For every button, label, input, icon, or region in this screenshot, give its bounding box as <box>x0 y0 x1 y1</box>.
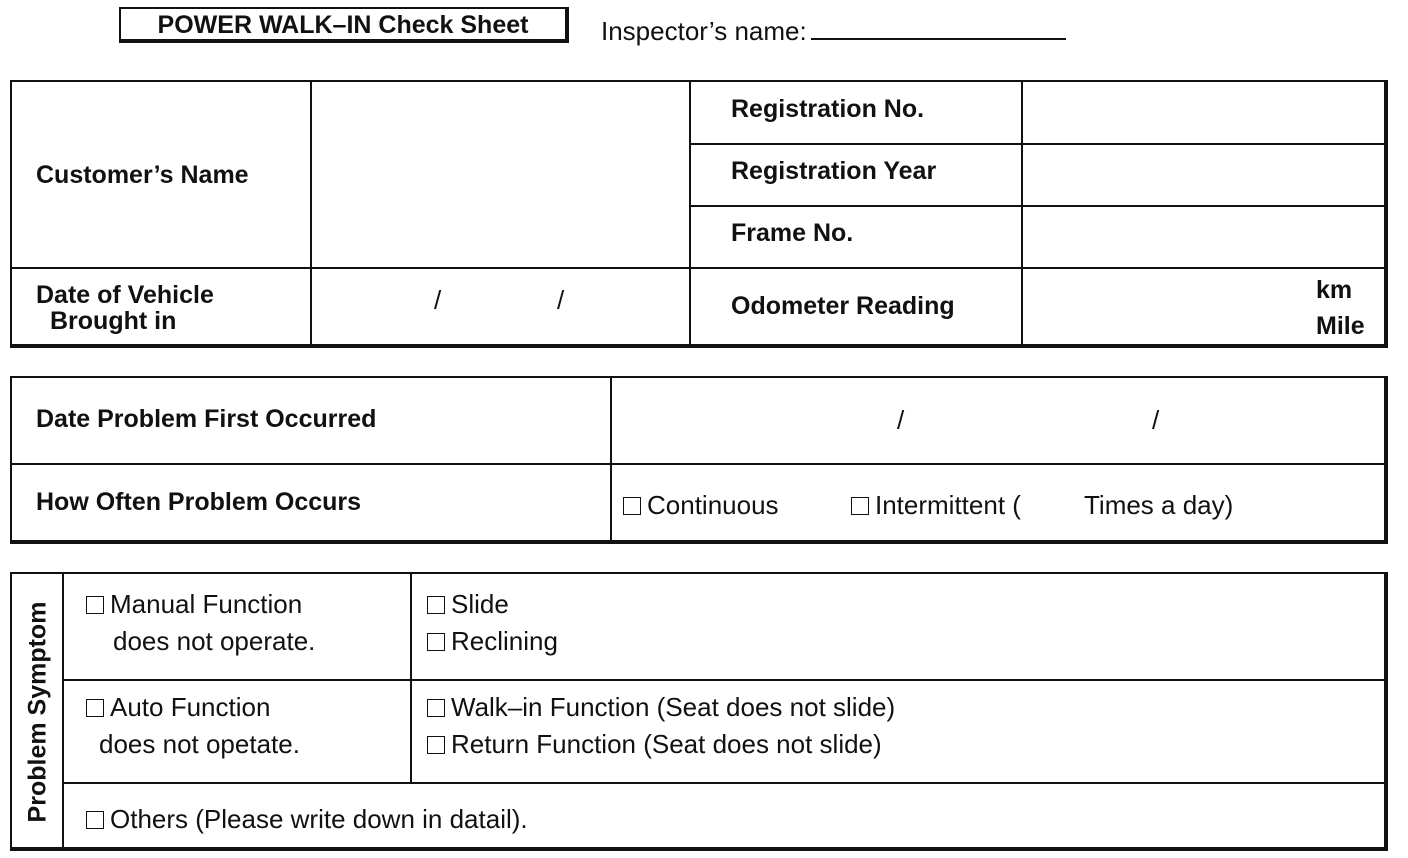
inspector-label: Inspector’s name: <box>601 16 807 46</box>
option-slide[interactable] <box>427 586 509 623</box>
divider <box>689 80 691 344</box>
walkin-function-label: Walk–in Function (Seat does not slide) <box>451 692 896 722</box>
odometer-label: Odometer Reading <box>731 292 955 320</box>
checkbox-icon[interactable] <box>86 699 104 717</box>
sheet-title: POWER WALK–IN Check Sheet <box>119 7 569 43</box>
checkbox-icon[interactable] <box>427 633 445 651</box>
date-first-occurred-label: Date Problem First Occurred <box>36 405 377 433</box>
times-a-day-label: Times a day) <box>1084 490 1234 520</box>
checkbox-icon[interactable] <box>851 497 869 515</box>
option-auto-function[interactable] <box>86 689 270 726</box>
inspector-name-line[interactable] <box>811 14 1066 40</box>
date-brought-label-line2: Brought in <box>50 307 177 335</box>
slide-label: Slide <box>451 589 509 619</box>
divider <box>10 463 1386 465</box>
problem-symptom-section-label <box>12 574 64 849</box>
option-intermittent[interactable] <box>851 487 1021 524</box>
others-label: Others (Please write down in datail). <box>110 804 528 834</box>
option-manual-function[interactable] <box>86 586 302 623</box>
date-separator: / <box>1152 405 1160 435</box>
option-return-function[interactable] <box>427 726 882 763</box>
date-separator: / <box>434 285 442 315</box>
frame-no-label: Frame No. <box>731 219 854 247</box>
date-first-occurred-field[interactable] <box>612 378 1385 462</box>
auto-function-label-line2: does not opetate. <box>99 729 300 759</box>
checkbox-icon[interactable] <box>623 497 641 515</box>
option-continuous[interactable] <box>623 487 779 524</box>
reclining-label: Reclining <box>451 626 558 656</box>
checkbox-icon[interactable] <box>427 596 445 614</box>
customer-name-label: Customer’s Name <box>36 161 249 189</box>
problem-symptom-label: Problem Symptom <box>23 601 52 822</box>
date-separator: / <box>897 405 905 435</box>
option-others[interactable] <box>86 801 528 838</box>
registration-year-label: Registration Year <box>731 157 937 185</box>
return-function-label: Return Function (Seat does not slide) <box>451 729 882 759</box>
divider <box>410 572 412 784</box>
option-reclining[interactable] <box>427 623 558 660</box>
frame-no-field[interactable] <box>1023 207 1385 266</box>
registration-no-label: Registration No. <box>731 95 925 123</box>
customer-name-field[interactable] <box>312 82 688 266</box>
date-brought-field[interactable] <box>312 269 688 344</box>
divider <box>62 782 1386 784</box>
registration-year-field[interactable] <box>1023 145 1385 204</box>
auto-function-label: Auto Function <box>110 692 271 722</box>
odometer-unit-mile: Mile <box>1316 312 1365 340</box>
option-walkin-function[interactable] <box>427 689 895 726</box>
checkbox-icon[interactable] <box>86 811 104 829</box>
how-often-label: How Often Problem Occurs <box>36 488 362 516</box>
registration-no-field[interactable] <box>1023 82 1385 142</box>
date-brought-label-line1: Date of Vehicle <box>36 281 214 309</box>
checkbox-icon[interactable] <box>427 699 445 717</box>
manual-function-label-line2: does not operate. <box>113 626 316 656</box>
inspector-name-field[interactable] <box>601 14 1066 47</box>
option-continuous-label: Continuous <box>647 490 779 520</box>
option-intermittent-label: Intermittent ( <box>875 490 1021 520</box>
checkbox-icon[interactable] <box>86 596 104 614</box>
checkbox-icon[interactable] <box>427 736 445 754</box>
date-separator: / <box>557 285 565 315</box>
manual-function-label: Manual Function <box>110 589 303 619</box>
odometer-unit-km: km <box>1316 276 1353 304</box>
divider <box>62 679 1386 681</box>
